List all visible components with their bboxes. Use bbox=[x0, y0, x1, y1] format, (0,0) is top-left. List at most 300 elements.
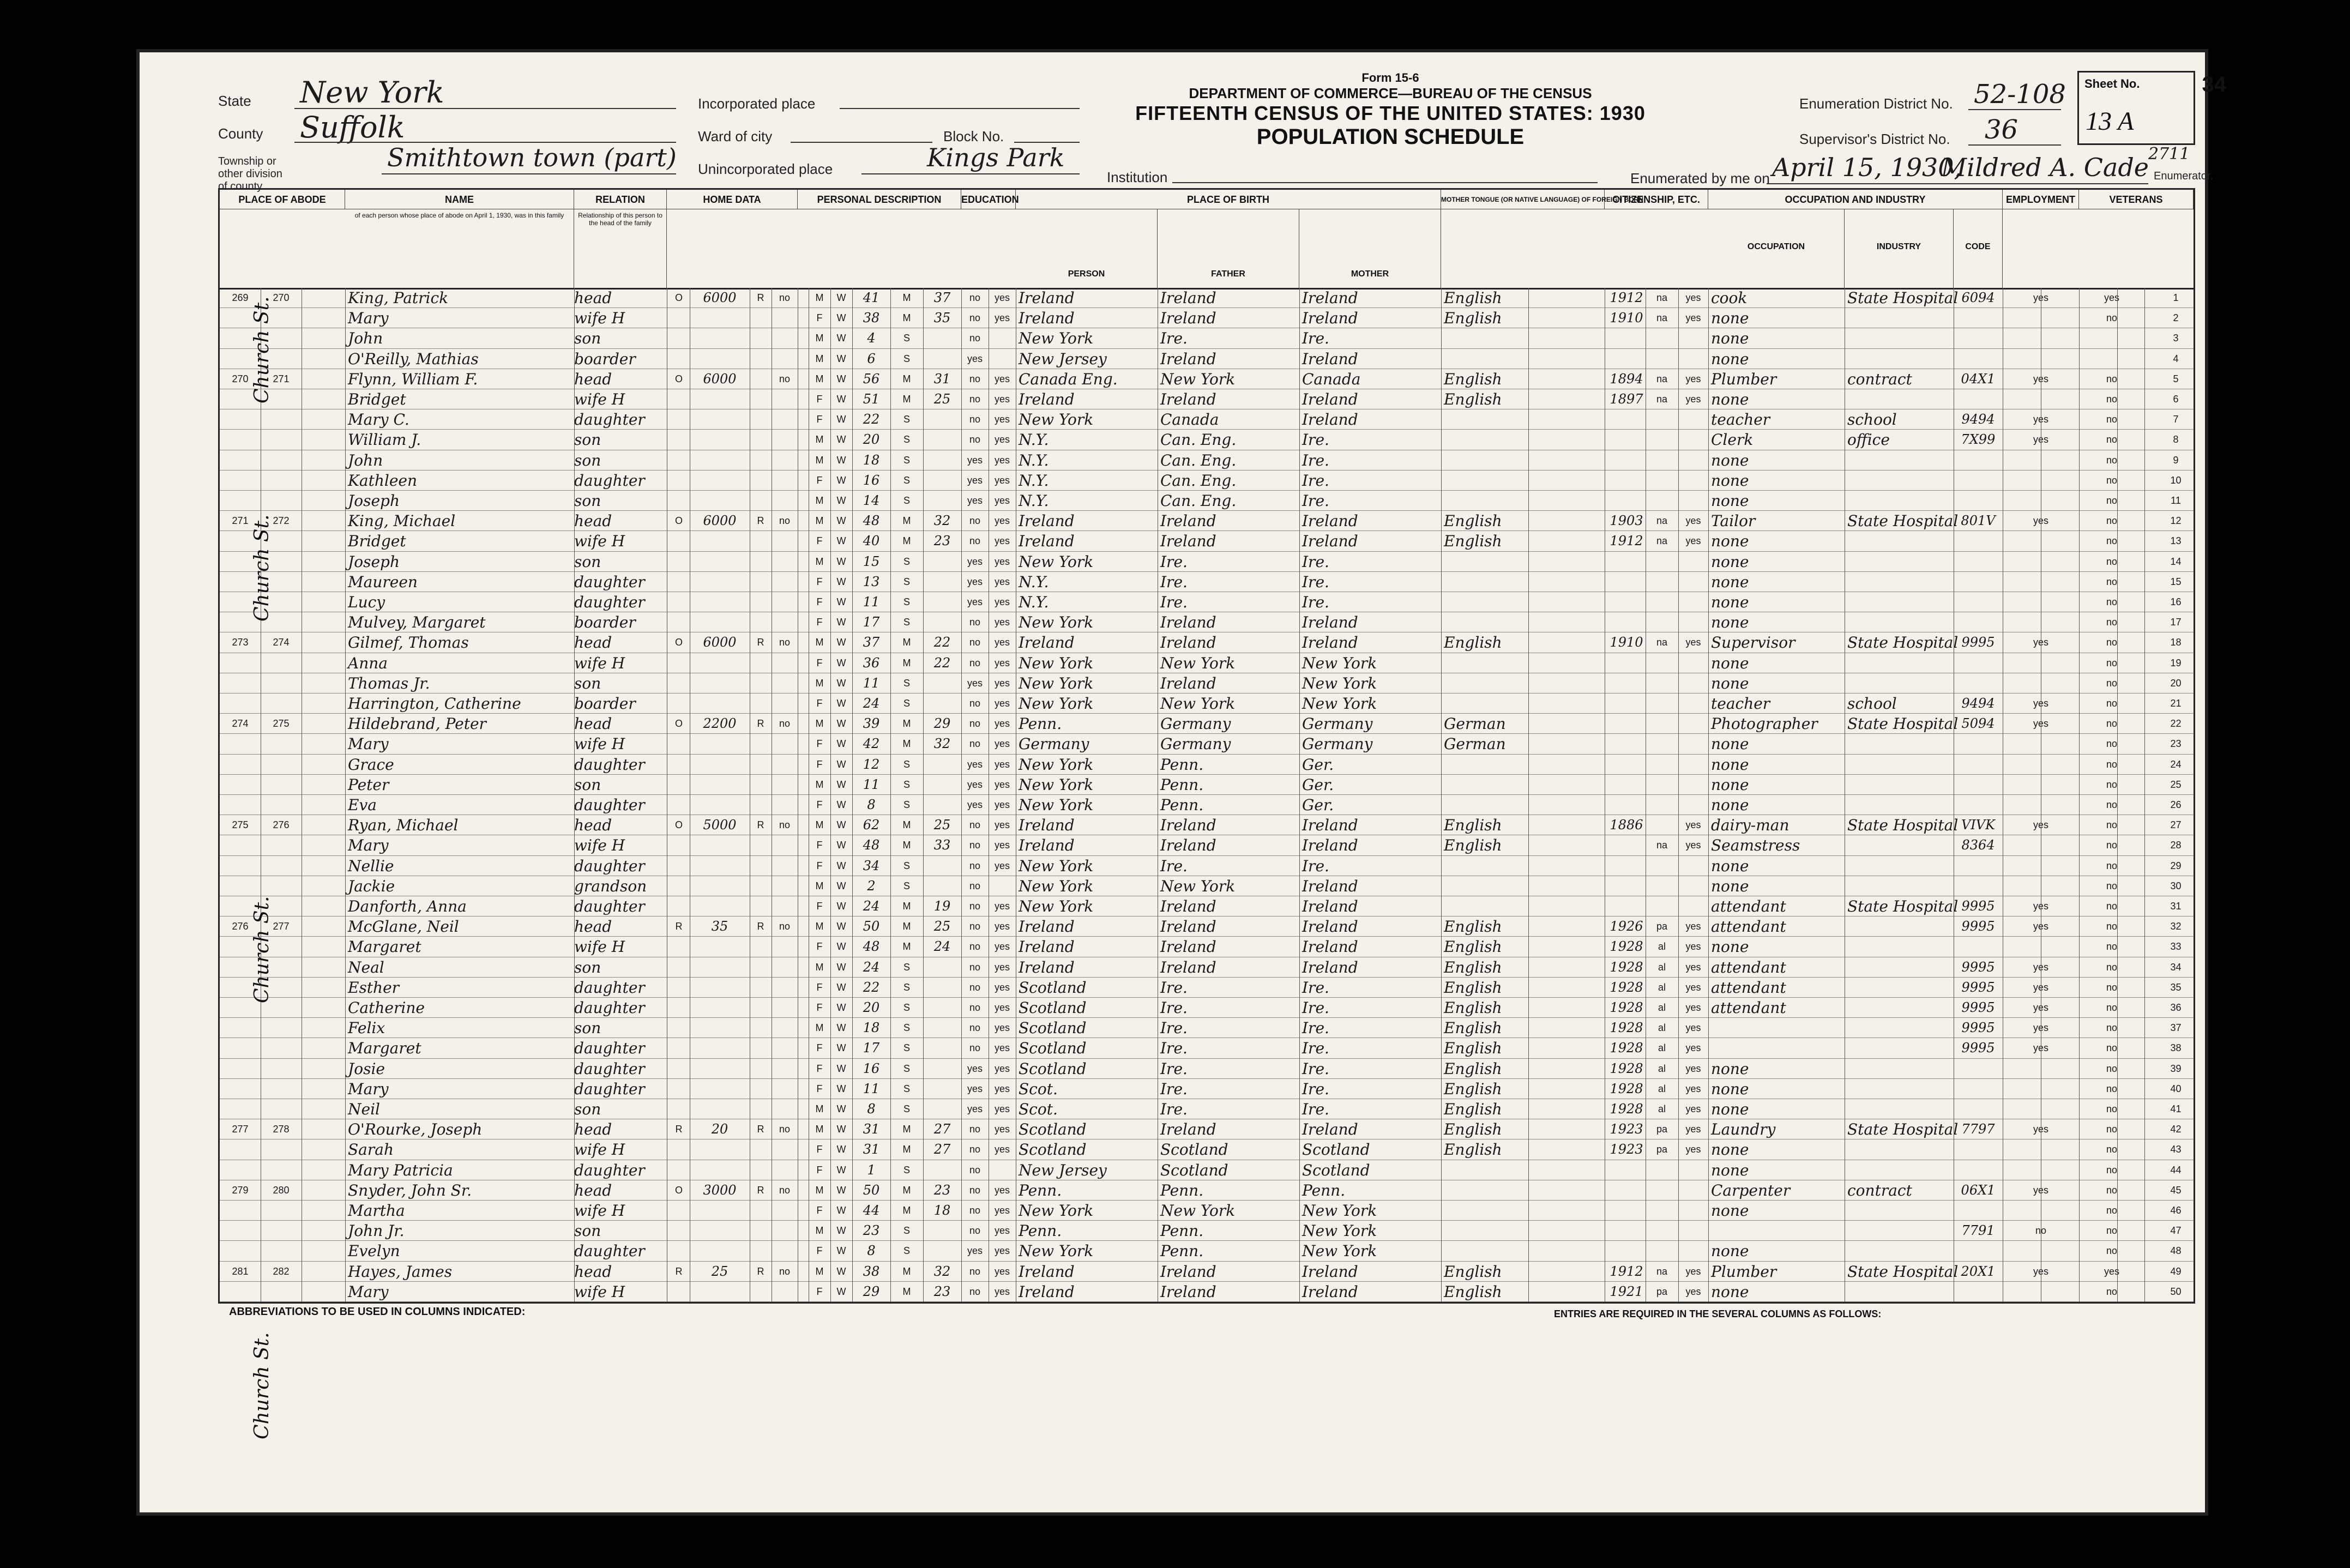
cell-code bbox=[1954, 389, 2003, 409]
cell-code bbox=[1954, 450, 2003, 470]
cell-eng: yes bbox=[1685, 373, 1701, 384]
row-number: 49 bbox=[2170, 1265, 2182, 1277]
cell-rel: daughter bbox=[574, 1039, 645, 1058]
table-row bbox=[220, 957, 2194, 978]
cell-race: W bbox=[836, 860, 846, 871]
cell-vet: no bbox=[2106, 657, 2118, 668]
cell-dw bbox=[220, 409, 261, 429]
cell-tongue bbox=[1444, 471, 1526, 490]
cell-read: yes bbox=[994, 1124, 1010, 1135]
cell-fpob: Ire. bbox=[1160, 857, 1188, 875]
cell-occ: Seamstress bbox=[1711, 836, 1800, 855]
cell-yr bbox=[1607, 349, 1646, 369]
cell-radio bbox=[750, 1282, 772, 1301]
cell-ms: S bbox=[903, 961, 910, 973]
cell-sex: F bbox=[816, 414, 823, 425]
cell-age: 18 bbox=[863, 1020, 880, 1036]
cell-rel: daughter bbox=[574, 1059, 645, 1078]
cell-own: O bbox=[674, 718, 683, 729]
cell-sex: M bbox=[815, 353, 824, 364]
cell-read: yes bbox=[994, 434, 1010, 445]
cell-fpob: Ireland bbox=[1160, 836, 1216, 855]
group-mother-tongue: MOTHER TONGUE (OR NATIVE LANGUAGE) OF FOREIGN BORN bbox=[1441, 190, 1605, 209]
cell-occ: none bbox=[1711, 1079, 1749, 1098]
cell-agem bbox=[923, 471, 961, 490]
cell-ind bbox=[1847, 673, 1954, 693]
cell-fpob: Ire. bbox=[1160, 978, 1188, 997]
cell-pob: Penn. bbox=[1019, 1222, 1062, 1240]
street-label: Church St. bbox=[251, 514, 273, 622]
cell-sch: yes bbox=[967, 596, 983, 607]
cell-emp: yes bbox=[2033, 921, 2048, 932]
cell-radio bbox=[750, 734, 772, 753]
row-number: 32 bbox=[2170, 921, 2182, 932]
cell-vet: no bbox=[2106, 576, 2118, 587]
cell-mpob: Ire. bbox=[1302, 1100, 1329, 1118]
cell-sch: no bbox=[969, 840, 981, 851]
group-employment: EMPLOYMENT bbox=[2003, 190, 2079, 209]
cell-farm bbox=[772, 876, 798, 896]
incorporated-label: Incorporated place bbox=[698, 95, 816, 112]
cell-agem bbox=[923, 1221, 961, 1240]
cell-dw bbox=[220, 1221, 261, 1240]
cell-tongue: English bbox=[1444, 918, 1502, 936]
cell-fam bbox=[261, 775, 302, 794]
cell-farm bbox=[772, 1221, 798, 1240]
cell-dw bbox=[220, 835, 261, 855]
occupation-column-header: OCCUPATION bbox=[1708, 209, 1845, 288]
cell-ms: M bbox=[902, 1286, 911, 1297]
cell-agem: 18 bbox=[933, 1203, 951, 1218]
cell-ind bbox=[1847, 572, 1954, 592]
cell-val bbox=[690, 1079, 750, 1099]
cell-occ: Plumber bbox=[1711, 1262, 1777, 1281]
cell-vet: no bbox=[2106, 1184, 2118, 1196]
cell-code: 7797 bbox=[1961, 1121, 1995, 1137]
column-rule bbox=[1708, 288, 1709, 1302]
cell-fpob: Ireland bbox=[1160, 349, 1216, 368]
cell-read: yes bbox=[994, 657, 1010, 668]
cell-rel: son bbox=[574, 1100, 601, 1118]
cell-agem bbox=[923, 775, 961, 794]
cell-sex: F bbox=[816, 394, 823, 405]
cell-sex: F bbox=[816, 1042, 823, 1054]
cell-radio bbox=[750, 937, 772, 956]
cell-yr: 1928 bbox=[1610, 959, 1643, 975]
cell-name: Neal bbox=[348, 958, 384, 976]
cell-ms: S bbox=[903, 1042, 910, 1054]
cell-tongue: English bbox=[1444, 958, 1502, 976]
cell-radio bbox=[750, 1139, 772, 1159]
cell-race: W bbox=[836, 495, 846, 506]
table-row bbox=[220, 1059, 2194, 1079]
cell-own bbox=[668, 612, 690, 632]
cell-ind bbox=[1847, 775, 1954, 794]
cell-own: R bbox=[675, 1124, 683, 1135]
cell-nat bbox=[1646, 430, 1678, 449]
cell-mpob: Ireland bbox=[1302, 816, 1358, 835]
cell-race: W bbox=[836, 373, 846, 384]
cell-own bbox=[668, 957, 690, 977]
cell-mpob: Ireland bbox=[1302, 613, 1358, 632]
cell-read: yes bbox=[994, 819, 1010, 831]
cell-age: 38 bbox=[863, 310, 880, 326]
cell-race: W bbox=[836, 698, 846, 709]
row-number: 6 bbox=[2173, 394, 2179, 405]
cell-nat bbox=[1646, 552, 1678, 571]
cell-mpob: Ireland bbox=[1302, 958, 1358, 976]
cell-vet: no bbox=[2106, 637, 2118, 648]
cell-fpob: Ireland bbox=[1160, 613, 1216, 632]
cell-tongue bbox=[1444, 552, 1526, 571]
cell-tongue: English bbox=[1444, 634, 1502, 652]
cell-dw bbox=[220, 450, 261, 470]
cell-code bbox=[1954, 552, 2003, 571]
cell-tongue: German bbox=[1444, 715, 1506, 733]
cell-tongue bbox=[1444, 409, 1526, 429]
column-rule bbox=[345, 288, 346, 1302]
cell-tongue: English bbox=[1444, 370, 1502, 388]
cell-fam bbox=[261, 1059, 302, 1078]
county-label: County bbox=[218, 125, 263, 142]
table-row bbox=[220, 998, 2194, 1018]
cell-fpob: Ireland bbox=[1160, 897, 1216, 915]
table-row bbox=[220, 491, 2194, 511]
cell-occ: none bbox=[1711, 1282, 1749, 1301]
table-row bbox=[220, 1018, 2194, 1038]
cell-dw bbox=[220, 491, 261, 510]
cell-rel: son bbox=[574, 775, 601, 794]
cell-own bbox=[668, 1282, 690, 1301]
cell-age: 1 bbox=[867, 1162, 876, 1178]
cell-pob: New York bbox=[1019, 796, 1094, 814]
cell-farm bbox=[772, 349, 798, 369]
cell-eng bbox=[1678, 450, 1708, 470]
cell-agem bbox=[923, 1079, 961, 1099]
cell-name: Esther bbox=[348, 978, 400, 997]
group-place-of-abode: PLACE OF ABODE bbox=[220, 190, 345, 209]
cell-fam bbox=[261, 673, 302, 693]
row-number: 19 bbox=[2170, 657, 2182, 668]
department-title: DEPARTMENT OF COMMERCE—BUREAU OF THE CENSUS bbox=[1189, 85, 1592, 101]
cell-farm bbox=[772, 389, 798, 409]
cell-yr bbox=[1607, 612, 1646, 632]
cell-rel: daughter bbox=[574, 411, 645, 429]
cell-farm bbox=[772, 1018, 798, 1038]
cell-race: W bbox=[836, 1042, 846, 1054]
cell-radio bbox=[750, 308, 772, 328]
cell-own bbox=[668, 937, 690, 956]
cell-nat bbox=[1646, 328, 1678, 348]
cell-own: O bbox=[674, 1184, 683, 1196]
cell-race: W bbox=[836, 657, 846, 668]
cell-vet: no bbox=[2106, 921, 2118, 932]
group-education: EDUCATION bbox=[961, 190, 1016, 209]
cell-rel: head bbox=[574, 1120, 612, 1139]
cell-sex: F bbox=[816, 1144, 823, 1155]
column-headers bbox=[220, 190, 2194, 290]
cell-ms: M bbox=[902, 718, 911, 729]
cell-agem bbox=[923, 957, 961, 977]
cell-nat: na bbox=[1656, 373, 1668, 384]
group-home-data: HOME DATA bbox=[667, 190, 798, 209]
cell-radio bbox=[750, 471, 772, 490]
cell-agem bbox=[923, 998, 961, 1017]
cell-pob: Ireland bbox=[1019, 390, 1075, 408]
cell-emp: yes bbox=[2033, 292, 2048, 303]
cell-sex: F bbox=[816, 1002, 823, 1013]
cell-ind bbox=[1847, 957, 1954, 977]
cell-own bbox=[668, 450, 690, 470]
cell-own bbox=[668, 491, 690, 510]
cell-name: O'Rourke, Joseph bbox=[348, 1120, 483, 1139]
cell-ind: State Hospital bbox=[1847, 634, 1959, 652]
cell-vet: no bbox=[2106, 981, 2118, 993]
table-row bbox=[220, 349, 2194, 369]
cell-read: yes bbox=[994, 1144, 1010, 1155]
cell-name: Hildebrand, Peter bbox=[348, 715, 486, 733]
cell-read: yes bbox=[994, 312, 1010, 324]
cell-radio bbox=[750, 755, 772, 774]
table-row bbox=[220, 389, 2194, 409]
cell-eng: yes bbox=[1685, 1042, 1701, 1054]
cell-radio bbox=[750, 998, 772, 1017]
cell-age: 22 bbox=[863, 412, 880, 427]
cell-mpob: Ireland bbox=[1302, 897, 1358, 915]
cell-vet bbox=[2079, 328, 2144, 348]
cell-dw bbox=[220, 1241, 261, 1261]
cell-eng: yes bbox=[1685, 535, 1701, 547]
cell-fam bbox=[261, 835, 302, 855]
cell-nat bbox=[1646, 815, 1678, 835]
cell-yr: 1910 bbox=[1610, 310, 1643, 326]
cell-code bbox=[1954, 1099, 2003, 1119]
census-title: FIFTEENTH CENSUS OF THE UNITED STATES: 1930 bbox=[1135, 102, 1646, 124]
cell-sch: yes bbox=[967, 758, 983, 770]
cell-ms: S bbox=[903, 474, 910, 486]
cell-ms: S bbox=[903, 799, 910, 810]
cell-nat bbox=[1646, 471, 1678, 490]
cell-age: 56 bbox=[863, 371, 880, 387]
cell-nat: al bbox=[1658, 1022, 1666, 1034]
cell-vet: no bbox=[2106, 617, 2118, 628]
table-row bbox=[220, 1282, 2194, 1302]
cell-name: Mary Patricia bbox=[348, 1161, 453, 1179]
cell-tongue bbox=[1444, 328, 1526, 348]
cell-val bbox=[690, 734, 750, 753]
row-number: 18 bbox=[2170, 637, 2182, 648]
cell-race: W bbox=[836, 1103, 846, 1114]
cell-val: 20 bbox=[711, 1121, 728, 1137]
cell-eng bbox=[1678, 1241, 1708, 1261]
cell-own bbox=[668, 978, 690, 997]
supervisor-value: 36 bbox=[1985, 114, 2018, 145]
cell-ms: S bbox=[903, 576, 910, 587]
cell-eng bbox=[1678, 755, 1708, 774]
cell-mpob: Ireland bbox=[1302, 532, 1358, 551]
cell-sex: M bbox=[815, 961, 824, 973]
column-rule bbox=[890, 288, 891, 1302]
cell-read: yes bbox=[994, 1022, 1010, 1034]
cell-val bbox=[690, 592, 750, 612]
cell-code: 9995 bbox=[1961, 919, 1995, 934]
cell-sex: F bbox=[816, 596, 823, 607]
cell-vet: no bbox=[2106, 698, 2118, 709]
cell-eng bbox=[1678, 856, 1708, 876]
table-row bbox=[220, 876, 2194, 896]
cell-agem bbox=[923, 430, 961, 449]
cell-code: 20X1 bbox=[1961, 1263, 1996, 1279]
cell-val bbox=[690, 552, 750, 571]
cell-ms: S bbox=[903, 1245, 910, 1257]
cell-agem bbox=[923, 409, 961, 429]
cell-sex: M bbox=[815, 556, 824, 567]
cell-farm bbox=[772, 693, 798, 713]
cell-occ: none bbox=[1711, 1100, 1749, 1118]
cell-sex: F bbox=[816, 1205, 823, 1216]
cell-nat: na bbox=[1656, 637, 1668, 648]
cell-sch: yes bbox=[967, 1083, 983, 1094]
cell-ms: S bbox=[903, 434, 910, 445]
cell-mpob: Ireland bbox=[1302, 918, 1358, 936]
cell-code bbox=[1954, 673, 2003, 693]
cell-fam bbox=[261, 450, 302, 470]
cell-age: 13 bbox=[863, 574, 880, 589]
cell-race: W bbox=[836, 1286, 846, 1297]
cell-code: 9995 bbox=[1961, 1040, 1995, 1056]
cell-fam bbox=[261, 734, 302, 753]
cell-nat bbox=[1646, 592, 1678, 612]
cell-pob: New York bbox=[1019, 695, 1094, 713]
cell-race: W bbox=[836, 961, 846, 973]
cell-ind: contract bbox=[1847, 370, 1912, 388]
code-column-header: CODE bbox=[1954, 209, 2003, 288]
cell-eng: yes bbox=[1685, 394, 1701, 405]
cell-val bbox=[690, 308, 750, 328]
corner-number: 2711 bbox=[2148, 144, 2190, 164]
cell-read: yes bbox=[994, 414, 1010, 425]
cell-ms: M bbox=[902, 921, 911, 932]
cell-pob: Ireland bbox=[1019, 938, 1075, 956]
cell-occ: none bbox=[1711, 796, 1749, 814]
cell-mpob: Scotland bbox=[1302, 1141, 1370, 1159]
cell-occ: none bbox=[1711, 572, 1749, 591]
cell-race: W bbox=[836, 1245, 846, 1257]
entries-required-note: ENTRIES ARE REQUIRED IN THE SEVERAL COLUMNS AS FOLLOWS: bbox=[1554, 1308, 1882, 1319]
cell-read: yes bbox=[994, 698, 1010, 709]
cell-vet: no bbox=[2106, 941, 2118, 952]
cell-occ: Supervisor bbox=[1711, 634, 1795, 652]
table-row bbox=[220, 856, 2194, 876]
enum-district-underline bbox=[1968, 109, 2061, 110]
table-row bbox=[220, 835, 2194, 855]
cell-read: yes bbox=[994, 596, 1010, 607]
cell-radio bbox=[750, 1099, 772, 1119]
cell-vet: no bbox=[2106, 840, 2118, 851]
cell-race: W bbox=[836, 617, 846, 628]
cell-farm bbox=[772, 1038, 798, 1058]
cell-tongue: English bbox=[1444, 1120, 1502, 1139]
row-number: 46 bbox=[2170, 1205, 2182, 1216]
cell-own bbox=[668, 835, 690, 855]
cell-mpob: Ire. bbox=[1302, 999, 1329, 1017]
cell-sex: F bbox=[816, 535, 823, 547]
cell-tongue: English bbox=[1444, 1039, 1502, 1058]
cell-yr: 1928 bbox=[1610, 979, 1643, 995]
cell-tongue bbox=[1444, 673, 1526, 693]
cell-yr bbox=[1607, 491, 1646, 510]
row-number: 38 bbox=[2170, 1042, 2182, 1054]
cell-rel: wife H bbox=[574, 390, 625, 408]
cell-nat: pa bbox=[1656, 1144, 1668, 1155]
table-row bbox=[220, 572, 2194, 592]
cell-age: 24 bbox=[863, 898, 880, 914]
census-sheet bbox=[136, 49, 2226, 1516]
cell-age: 16 bbox=[863, 472, 880, 488]
cell-mpob: Canada bbox=[1302, 370, 1361, 388]
cell-age: 48 bbox=[863, 939, 880, 955]
cell-ind bbox=[1847, 592, 1954, 612]
row-number: 41 bbox=[2170, 1103, 2182, 1114]
cell-fam bbox=[261, 491, 302, 510]
cell-read: yes bbox=[994, 474, 1010, 486]
cell-ms: S bbox=[903, 1002, 910, 1013]
cell-tongue: English bbox=[1444, 836, 1502, 855]
cell-sch: no bbox=[969, 1205, 981, 1216]
cell-sex: F bbox=[816, 1083, 823, 1094]
cell-dw bbox=[220, 1201, 261, 1220]
cell-val bbox=[690, 491, 750, 510]
cell-farm bbox=[772, 978, 798, 997]
cell-yr: 1921 bbox=[1610, 1283, 1643, 1299]
cell-ind: State Hospital bbox=[1847, 897, 1959, 915]
cell-own bbox=[668, 531, 690, 551]
row-number: 20 bbox=[2170, 677, 2182, 689]
cell-val: 6000 bbox=[703, 371, 737, 387]
cell-code: 8364 bbox=[1961, 837, 1995, 853]
table-row bbox=[220, 430, 2194, 450]
cell-mpob: New York bbox=[1302, 1202, 1377, 1220]
cell-radio: R bbox=[757, 515, 764, 527]
cell-name: Felix bbox=[348, 1019, 385, 1038]
cell-read: yes bbox=[994, 941, 1010, 952]
cell-own bbox=[668, 1221, 690, 1240]
cell-sch: no bbox=[969, 860, 981, 871]
group-relation: RELATION bbox=[574, 190, 667, 209]
cell-agem: 31 bbox=[933, 371, 951, 387]
cell-farm: no bbox=[779, 718, 791, 729]
cell-read: yes bbox=[994, 394, 1010, 405]
cell-agem: 22 bbox=[933, 635, 951, 650]
cell-yr: 1897 bbox=[1610, 391, 1643, 407]
cell-occ: none bbox=[1711, 735, 1749, 753]
cell-yr: 1910 bbox=[1610, 635, 1643, 650]
cell-rel: wife H bbox=[574, 938, 625, 956]
cell-mpob: Ireland bbox=[1302, 512, 1358, 530]
cell-sex: F bbox=[816, 576, 823, 587]
cell-occ: none bbox=[1711, 613, 1749, 632]
cell-farm bbox=[772, 896, 798, 916]
cell-mpob: Ire. bbox=[1302, 492, 1329, 510]
cell-pob: Ireland bbox=[1019, 1262, 1075, 1281]
cell-vet: no bbox=[2106, 1103, 2118, 1114]
cell-read: yes bbox=[994, 779, 1010, 790]
cell-eng bbox=[1678, 714, 1708, 733]
cell-read bbox=[989, 876, 1016, 896]
cell-vet: no bbox=[2106, 819, 2118, 831]
cell-val bbox=[690, 572, 750, 592]
cell-code bbox=[1954, 471, 2003, 490]
